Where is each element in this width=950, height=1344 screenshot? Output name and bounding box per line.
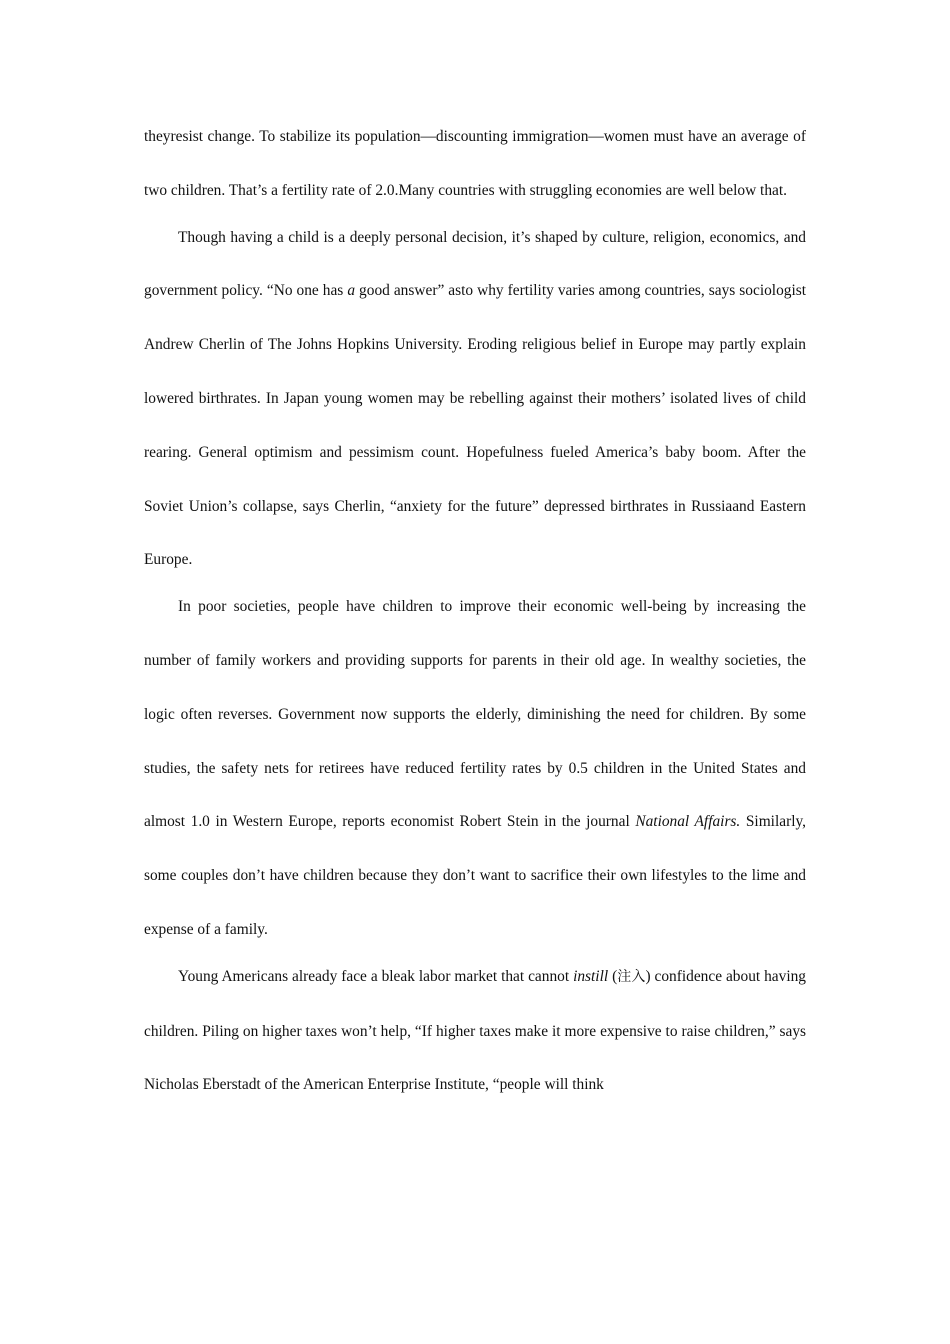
paragraph-2-run-1: Though having a child is a deeply personal decision, it’s shaped by culture, religion, economics, and government policy. “No one has	[144, 228, 806, 300]
paragraph-1	[144, 110, 806, 218]
paragraph-2-italic-a: a	[347, 282, 356, 300]
paragraph-3	[144, 580, 806, 957]
paragraph-2-run-3: good answer” asto why fertility varies among countries, says sociologist Andrew Cherlin of The Johns Hopkins University. Eroding religious belief in Europe may partly explain lowered birthrates. In Japan young women may be rebelling against their mothers’ isolated lives of child rearing. General optimism and pessimism count. Hopefulness fueled America’s baby boom. After the Soviet Union’s collapse, says Cherlin, “anxiety for the future” depressed birthrates in Russiaand Eastern Europe.	[144, 282, 807, 569]
article-body	[144, 110, 806, 1112]
paragraph-2	[144, 211, 806, 588]
paragraph-1-run-1: theyresist change. To stabilize its population—discounting immigration—women must have an average of two children. That’s a fertility rate of 2.0.Many countries with struggling economies are well below that.	[144, 128, 806, 199]
paragraph-4-run-3: (	[608, 967, 618, 985]
paragraph-3-run-1: In poor societies, people have children to improve their economic well-being by increasing the number of family workers and providing supports for parents in their old age. In wealthy societies, the logic often reverses. Government now supports the elderly, diminishing the need for children. By some studies, the safety nets for retirees have reduced fertility rates by 0.5 children in the United States and almost 1.0 in Western Europe, reports economist Robert Stein in the journal	[144, 598, 806, 831]
paragraph-4-run-5: ) confidence about having children. Piling on higher taxes won’t help, “If higher taxes make it more expensive to raise children,” says Nicholas Eberstadt of the American Enterprise Institute, “people will think	[144, 967, 806, 1094]
chinese-gloss: 注入	[617, 968, 646, 985]
paragraph-4-run-1: Young Americans already face a bleak labor market that cannot	[178, 967, 574, 985]
paragraph-3-run-3: Similarly, some couples don’t have children because they don’t want to sacrifice their own lifestyles to the lime and expense of a family.	[144, 813, 807, 938]
paragraph-4	[144, 950, 806, 1112]
journal-title: National Affairs.	[635, 813, 741, 831]
paragraph-4-italic-instill: instill	[573, 967, 609, 985]
